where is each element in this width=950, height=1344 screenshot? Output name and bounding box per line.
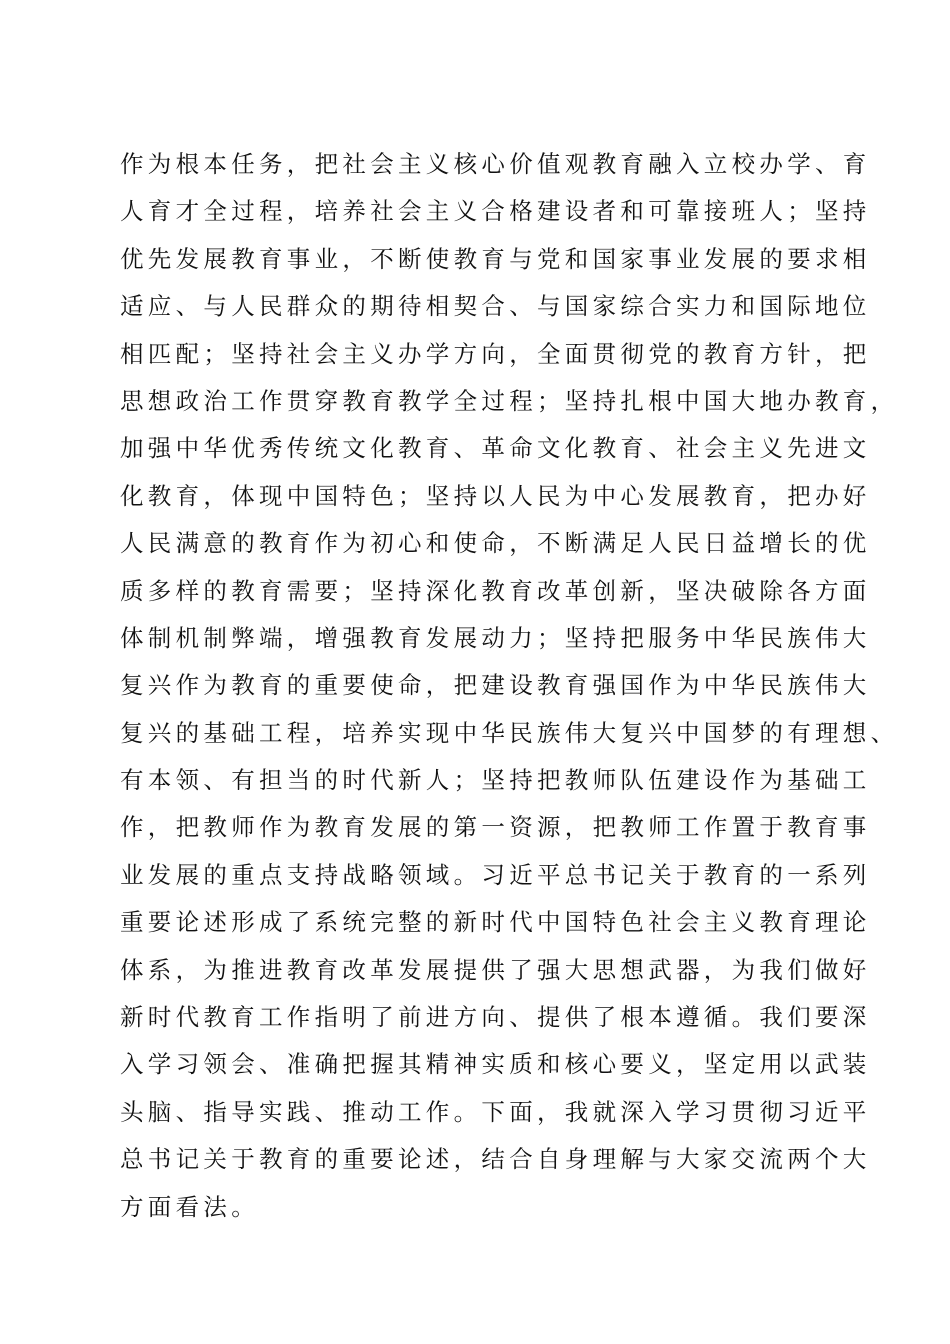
text-line: 复兴的基础工程，培养实现中华民族伟大复兴中国梦的有理想、: [120, 718, 899, 747]
text-line: 作，把教师作为教育发展的第一资源，把教师工作置于教育事: [120, 813, 871, 842]
text-line: 业发展的重点支持战略领域。习近平总书记关于教育的一系列: [120, 860, 871, 889]
text-line: 适应、与人民群众的期待相契合、与国家综合实力和国际地位: [120, 292, 871, 321]
text-line: 头脑、指导实践、推动工作。下面，我就深入学习贯彻习近平: [120, 1097, 871, 1126]
text-line: 作为根本任务，把社会主义核心价值观教育融入立校办学、育: [120, 150, 871, 178]
text-line: 加强中华优秀传统文化教育、革命文化教育、社会主义先进文: [120, 434, 871, 463]
body-paragraph: [120, 141, 899, 1231]
text-line: 重要论述形成了系统完整的新时代中国特色社会主义教育理论: [120, 908, 871, 937]
text-line: 化教育，体现中国特色；坚持以人民为中心发展教育，把办好: [120, 481, 871, 510]
text-line: 复兴作为教育的重要使命，把建设教育强国作为中华民族伟大: [120, 671, 871, 700]
text-line: 人民满意的教育作为初心和使命，不断满足人民日益增长的优: [120, 529, 871, 558]
text-line: 优先发展教育事业，不断使教育与党和国家事业发展的要求相: [120, 244, 871, 273]
text-line: 质多样的教育需要；坚持深化教育改革创新，坚决破除各方面: [120, 576, 871, 605]
text-line: 体制机制弊端，增强教育发展动力；坚持把服务中华民族伟大: [120, 623, 871, 652]
text-line: 入学习领会、准确把握其精神实质和核心要义，坚定用以武装: [120, 1050, 871, 1079]
text-line: 体系，为推进教育改革发展提供了强大思想武器，为我们做好: [120, 955, 871, 984]
text-line: 思想政治工作贯穿教育教学全过程；坚持扎根中国大地办教育，: [120, 386, 899, 415]
text-line: 相匹配；坚持社会主义办学方向，全面贯彻党的教育方针，把: [120, 339, 871, 368]
text-line: 方面看法。: [120, 1192, 259, 1221]
text-line: 有本领、有担当的时代新人；坚持把教师队伍建设作为基础工: [120, 766, 871, 795]
text-line: 新时代教育工作指明了前进方向、提供了根本遵循。我们要深: [120, 1003, 871, 1032]
text-line: 人育才全过程，培养社会主义合格建设者和可靠接班人；坚持: [120, 197, 871, 226]
text-line: 总书记关于教育的重要论述，结合自身理解与大家交流两个大: [120, 1145, 871, 1174]
